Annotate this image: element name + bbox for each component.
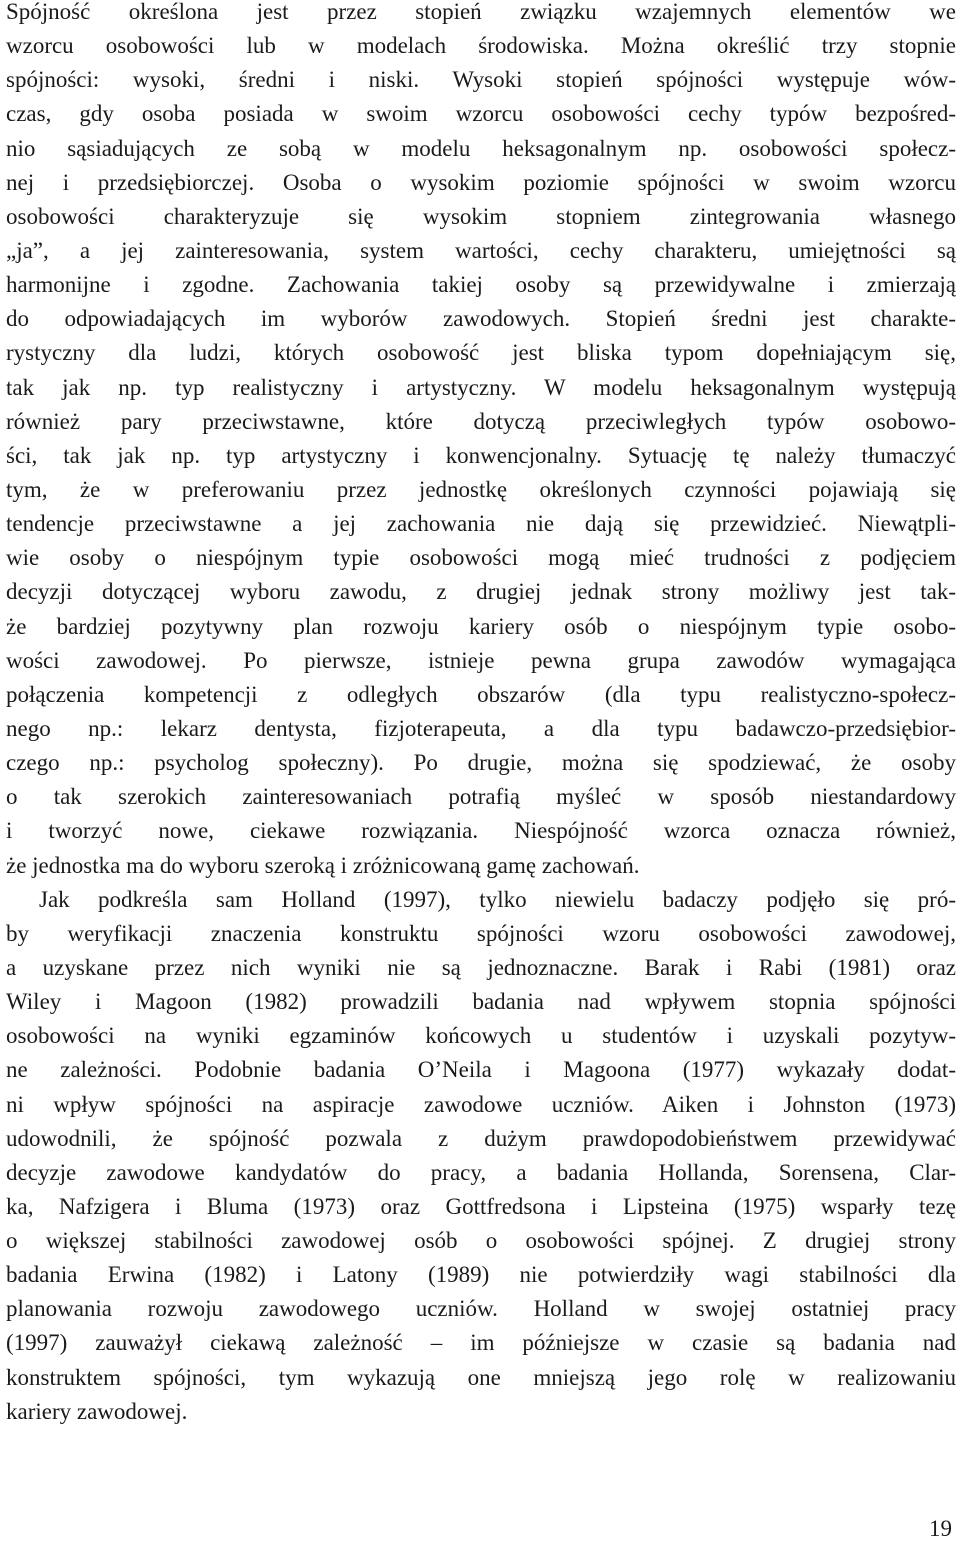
- text-line: a uzyskane przez nich wyniki nie są jednoznaczne. Barak i Rabi (1981) oraz: [6, 954, 956, 980]
- text-line: do odpowiadających im wyborów zawodowych. Stopień średni jest charakte-: [6, 306, 956, 332]
- text-line: nego np.: lekarz dentysta, fizjoterapeuta, a dla typu badawczo-przedsiębior-: [6, 715, 956, 741]
- text-line: czas, gdy osoba posiada w swoim wzorcu osobowości cechy typów bezpośred-: [6, 101, 956, 127]
- text-line: Jak podkreśla sam Holland (1997), tylko niewielu badaczy podjęło się pró-: [39, 886, 956, 912]
- paragraph: [6, 883, 956, 1429]
- text-line: że jednostka ma do wyboru szeroką i zróżnicowaną gamę zachowań.: [6, 852, 640, 878]
- text-line: osobowości na wyniki egzaminów końcowych u studentów i uzyskali pozytyw-: [6, 1023, 956, 1049]
- text-line: decyzje zawodowe kandydatów do pracy, a badania Hollanda, Sorensena, Clar-: [6, 1159, 956, 1185]
- text-line: połączenia kompetencji z odległych obszarów (dla typu realistyczno-społecz-: [6, 681, 956, 707]
- document-page: [6, 0, 956, 1429]
- page-number: 19: [929, 1516, 952, 1541]
- text-line: badania Erwina (1982) i Latony (1989) nie potwierdziły wagi stabilności dla: [6, 1262, 956, 1288]
- text-line: o tak szerokich zainteresowaniach potrafią myśleć w sposób niestandardowy: [6, 784, 956, 810]
- text-line: wzorcu osobowości lub w modelach środowiska. Można określić trzy stopnie: [6, 33, 956, 59]
- text-line: decyzji dotyczącej wyboru zawodu, z drugiej jednak strony możliwy jest tak-: [6, 579, 956, 605]
- text-line: rystyczny dla ludzi, których osobowość jest bliska typom dopełniającym się,: [6, 340, 956, 366]
- text-line: tendencje przeciwstawne a jej zachowania nie dają się przewidzieć. Niewątpli-: [6, 511, 956, 537]
- text-line: spójności: wysoki, średni i niski. Wysoki stopień spójności występuje wów-: [6, 67, 956, 93]
- text-line: (1997) zauważył ciekawą zależność – im późniejsze w czasie są badania nad: [6, 1330, 956, 1356]
- text-line: czego np.: psycholog społeczny). Po drugie, można się spodziewać, że osoby: [6, 750, 956, 776]
- body-text: [6, 0, 956, 1429]
- text-line: ni wpływ spójności na aspiracje zawodowe uczniów. Aiken i Johnston (1973): [6, 1091, 956, 1117]
- text-line: ka, Nafzigera i Bluma (1973) oraz Gottfredsona i Lipsteina (1975) wsparły tezę: [6, 1193, 956, 1219]
- text-line: również pary przeciwstawne, które dotyczą przeciwległych typów osobowo-: [6, 408, 956, 434]
- text-line: udowodnili, że spójność pozwala z dużym prawdopodobieństwem przewidywać: [6, 1125, 956, 1151]
- text-line: nio sąsiadujących ze sobą w modelu heksagonalnym np. osobowości społecz-: [6, 135, 956, 161]
- text-line: kariery zawodowej.: [6, 1398, 188, 1424]
- text-line: że bardziej pozytywny plan rozwoju kariery osób o niespójnym typie osobo-: [6, 613, 956, 639]
- text-line: ści, tak jak np. typ artystyczny i konwencjonalny. Sytuację tę należy tłumaczyć: [6, 442, 956, 468]
- text-line: wości zawodowej. Po pierwsze, istnieje pewna grupa zawodów wymagająca: [6, 647, 956, 673]
- text-line: tym, że w preferowaniu przez jednostkę określonych czynności pojawiają się: [6, 476, 956, 502]
- text-line: ne zależności. Podobnie badania O’Neila i Magoona (1977) wykazały dodat-: [6, 1057, 956, 1083]
- text-line: harmonijne i zgodne. Zachowania takiej osoby są przewidywalne i zmierzają: [6, 272, 956, 298]
- text-line: konstruktem spójności, tym wykazują one mniejszą jego rolę w realizowaniu: [6, 1364, 956, 1390]
- text-line: Spójność określona jest przez stopień związku wzajemnych elementów we: [6, 0, 956, 24]
- text-line: planowania rozwoju zawodowego uczniów. Holland w swojej ostatniej pracy: [6, 1296, 956, 1322]
- text-line: i tworzyć nowe, ciekawe rozwiązania. Niespójność wzorca oznacza również,: [6, 818, 956, 844]
- text-line: Wiley i Magoon (1982) prowadzili badania nad wpływem stopnia spójności: [6, 989, 956, 1015]
- text-line: tak jak np. typ realistyczny i artystyczny. W modelu heksagonalnym występują: [6, 374, 956, 400]
- text-line: osobowości charakteryzuje się wysokim stopniem zintegrowania własnego: [6, 203, 956, 229]
- text-line: wie osoby o niespójnym typie osobowości mogą mieć trudności z podjęciem: [6, 545, 956, 571]
- text-line: nej i przedsiębiorczej. Osoba o wysokim poziomie spójności w swoim wzorcu: [6, 169, 956, 195]
- text-line: o większej stabilności zawodowej osób o osobowości spójnej. Z drugiej strony: [6, 1228, 956, 1254]
- text-line: „ja”, a jej zainteresowania, system wartości, cechy charakteru, umiejętności są: [6, 237, 956, 263]
- text-line: by weryfikacji znaczenia konstruktu spójności wzoru osobowości zawodowej,: [6, 920, 956, 946]
- paragraph: [6, 0, 956, 883]
